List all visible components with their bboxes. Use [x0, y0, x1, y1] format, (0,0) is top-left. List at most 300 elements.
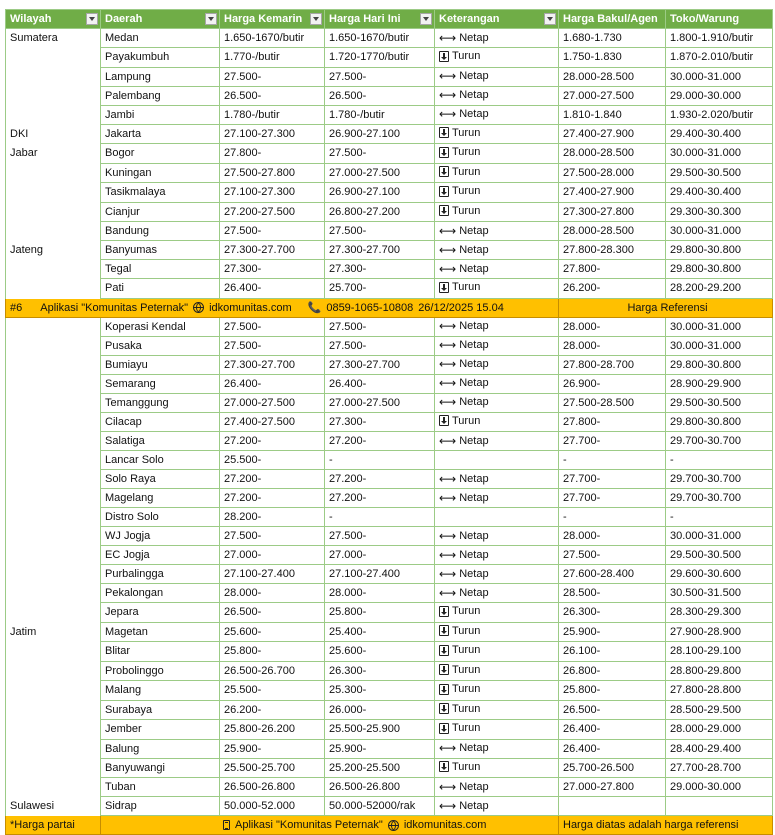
status-label: Turun: [452, 126, 481, 139]
status-label: Turun: [452, 722, 481, 734]
table-row: [6, 124, 773, 144]
left-right-arrow-icon: ⟷: [439, 471, 457, 486]
table-row: [6, 29, 773, 48]
left-right-arrow-icon: ⟷: [439, 585, 457, 600]
price-shop-cell: 29.800-30.800: [666, 241, 773, 260]
price-agent-cell: 27.000-27.800: [559, 778, 666, 797]
price-yesterday-cell: 27.200-: [220, 432, 325, 451]
region-cell: [6, 48, 101, 68]
left-right-arrow-icon: ⟷: [439, 528, 457, 543]
price-agent-cell: 27.800-: [559, 260, 666, 279]
filter-dropdown-icon[interactable]: [205, 13, 217, 25]
filter-dropdown-icon[interactable]: [420, 13, 432, 25]
price-yesterday-cell: 26.500-: [220, 603, 325, 623]
price-agent-cell: 27.500-: [559, 546, 666, 565]
region-cell: Jateng: [6, 241, 101, 260]
status-cell: [435, 584, 559, 603]
filter-dropdown-icon[interactable]: [86, 13, 98, 25]
price-agent-cell: 26.300-: [559, 603, 666, 623]
price-shop-cell: -: [666, 451, 773, 470]
price-yesterday-cell: 25.800-26.200: [220, 720, 325, 740]
area-cell: Lancar Solo: [101, 451, 220, 470]
price-today-cell: 27.000-27.500: [325, 163, 435, 183]
price-shop-cell: 29.800-30.800: [666, 355, 773, 374]
down-arrow-box-icon: [439, 723, 449, 734]
area-cell: Malang: [101, 681, 220, 701]
area-cell: Blitar: [101, 642, 220, 662]
table-row: [6, 432, 773, 451]
down-arrow-box-icon: [439, 205, 449, 216]
price-shop-cell: [666, 797, 773, 816]
status-label: Netap: [459, 108, 489, 120]
status-label: Turun: [452, 644, 481, 656]
table-row: [6, 374, 773, 393]
status-cell: [435, 432, 559, 451]
price-yesterday-cell: 26.200-: [220, 700, 325, 720]
region-cell: [6, 546, 101, 565]
price-today-cell: 27.200-: [325, 432, 435, 451]
price-yesterday-cell: 1.650-1670/butir: [220, 29, 325, 48]
footer-website[interactable]: idkomunitas.com: [403, 819, 487, 831]
price-table-container: [5, 9, 772, 835]
price-today-cell: 27.300-27.700: [325, 241, 435, 260]
price-shop-cell: 29.500-30.500: [666, 393, 773, 412]
status-label: Netap: [459, 89, 489, 101]
price-yesterday-cell: 27.300-27.700: [220, 241, 325, 260]
price-yesterday-cell: 25.900-: [220, 739, 325, 758]
status-label: Netap: [459, 799, 489, 812]
price-today-cell: 26.800-27.200: [325, 202, 435, 222]
status-cell: [435, 700, 559, 720]
table-row: [6, 48, 773, 68]
region-cell: Sumatera: [6, 29, 101, 48]
status-label: Turun: [452, 281, 481, 293]
down-arrow-box-icon: [439, 645, 449, 656]
banner-website[interactable]: idkomunitas.com: [209, 301, 292, 314]
status-cell: [435, 661, 559, 681]
header-row: [6, 10, 773, 29]
price-shop-cell: 30.000-31.000: [666, 317, 773, 336]
region-cell: [6, 720, 101, 740]
price-today-cell: 27.500-: [325, 67, 435, 86]
price-shop-cell: 1.800-1.910/butir: [666, 29, 773, 48]
price-shop-cell: 30.000-31.000: [666, 336, 773, 355]
table-row: [6, 546, 773, 565]
status-label: Turun: [452, 702, 481, 715]
status-cell: [435, 67, 559, 86]
region-cell: [6, 279, 101, 299]
area-cell: Jakarta: [101, 124, 220, 144]
table-row: [6, 67, 773, 86]
table-row: [6, 105, 773, 124]
price-yesterday-cell: 27.200-: [220, 489, 325, 508]
status-cell: [435, 29, 559, 48]
left-right-arrow-icon: ⟷: [439, 242, 457, 257]
area-cell: Medan: [101, 29, 220, 48]
price-shop-cell: 29.700-30.700: [666, 489, 773, 508]
price-shop-cell: 30.500-31.500: [666, 584, 773, 603]
price-agent-cell: 27.000-27.500: [559, 86, 666, 105]
status-cell: [435, 124, 559, 144]
area-cell: Bogor: [101, 144, 220, 164]
price-shop-cell: 29.500-30.500: [666, 546, 773, 565]
table-row: [6, 86, 773, 105]
filter-dropdown-icon[interactable]: [310, 13, 322, 25]
price-yesterday-cell: 25.800-: [220, 642, 325, 662]
price-agent-cell: 27.400-27.900: [559, 183, 666, 203]
filter-dropdown-icon[interactable]: [544, 13, 556, 25]
price-yesterday-cell: 27.000-27.500: [220, 393, 325, 412]
price-today-cell: 50.000-52000/rak: [325, 797, 435, 816]
down-arrow-box-icon: [439, 415, 449, 426]
region-cell: [6, 412, 101, 432]
status-cell: [435, 202, 559, 222]
area-cell: Semarang: [101, 374, 220, 393]
status-cell: [435, 681, 559, 701]
area-cell: Solo Raya: [101, 470, 220, 489]
price-agent-cell: 28.000-28.500: [559, 222, 666, 241]
down-arrow-box-icon: [439, 684, 449, 695]
price-yesterday-cell: 26.400-: [220, 374, 325, 393]
price-shop-cell: 30.000-31.000: [666, 222, 773, 241]
price-agent-cell: 28.500-: [559, 584, 666, 603]
column-header-keterangan[interactable]: Keterangan: [435, 10, 559, 29]
price-yesterday-cell: 27.100-27.400: [220, 565, 325, 584]
area-cell: Jambi: [101, 105, 220, 124]
area-cell: Magelang: [101, 489, 220, 508]
left-right-arrow-icon: ⟷: [439, 798, 457, 813]
price-agent-cell: 28.000-: [559, 336, 666, 355]
table-row: [6, 470, 773, 489]
price-shop-cell: -: [666, 508, 773, 527]
region-cell: [6, 661, 101, 681]
price-today-cell: 27.200-: [325, 489, 435, 508]
globe-icon: [193, 302, 204, 313]
region-cell: [6, 317, 101, 336]
price-shop-cell: 28.100-29.100: [666, 642, 773, 662]
table-row: [6, 412, 773, 432]
status-cell: [435, 86, 559, 105]
price-today-cell: 26.500-26.800: [325, 778, 435, 797]
area-cell: Pusaka: [101, 336, 220, 355]
left-right-arrow-icon: ⟷: [439, 30, 457, 45]
price-yesterday-cell: 26.500-: [220, 86, 325, 105]
price-today-cell: 27.000-27.500: [325, 393, 435, 412]
price-yesterday-cell: 28.000-: [220, 584, 325, 603]
status-label: Netap: [459, 567, 489, 580]
banner-info: [6, 298, 559, 317]
price-today-cell: 27.500-: [325, 222, 435, 241]
price-yesterday-cell: 1.770-/butir: [220, 48, 325, 68]
table-row: [6, 622, 773, 642]
area-cell: Jepara: [101, 603, 220, 623]
status-label: Turun: [452, 605, 481, 617]
price-yesterday-cell: 26.500-26.700: [220, 661, 325, 681]
area-cell: Temanggung: [101, 393, 220, 412]
status-cell: [435, 48, 559, 68]
price-agent-cell: -: [559, 451, 666, 470]
down-arrow-box-icon: [439, 625, 449, 636]
price-yesterday-cell: 50.000-52.000: [220, 797, 325, 816]
table-row: [6, 584, 773, 603]
price-agent-cell: 27.700-: [559, 432, 666, 451]
price-shop-cell: 28.300-29.300: [666, 603, 773, 623]
price-agent-cell: 26.200-: [559, 279, 666, 299]
price-yesterday-cell: 25.500-: [220, 451, 325, 470]
left-right-arrow-icon: ⟷: [439, 490, 457, 505]
area-cell: Distro Solo: [101, 508, 220, 527]
area-cell: Cilacap: [101, 412, 220, 432]
price-agent-cell: 26.400-: [559, 720, 666, 740]
down-arrow-box-icon: [439, 282, 449, 293]
price-today-cell: 25.700-: [325, 279, 435, 299]
status-label: Netap: [459, 70, 489, 82]
status-cell: [435, 393, 559, 412]
status-cell: [435, 183, 559, 203]
status-label: Netap: [459, 548, 489, 561]
table-row: [6, 451, 773, 470]
region-cell: Sulawesi: [6, 797, 101, 816]
area-cell: Banyuwangi: [101, 758, 220, 778]
price-yesterday-cell: 28.200-: [220, 508, 325, 527]
region-cell: Jabar: [6, 144, 101, 164]
price-shop-cell: 29.700-30.700: [666, 432, 773, 451]
price-today-cell: 26.900-27.100: [325, 124, 435, 144]
mobile-app-icon: [223, 820, 230, 830]
column-header-wilayah[interactable]: Wilayah: [6, 10, 101, 29]
price-agent-cell: 28.000-28.500: [559, 144, 666, 164]
price-agent-cell: 27.600-28.400: [559, 565, 666, 584]
area-cell: Bumiayu: [101, 355, 220, 374]
status-label: Netap: [459, 224, 489, 237]
status-label: Netap: [459, 31, 489, 44]
price-agent-cell: 28.000-: [559, 527, 666, 546]
status-label: Netap: [459, 377, 489, 389]
price-today-cell: 27.300-: [325, 412, 435, 432]
region-cell: [6, 67, 101, 86]
price-shop-cell: 27.700-28.700: [666, 758, 773, 778]
price-shop-cell: 27.800-28.800: [666, 681, 773, 701]
region-cell: [6, 86, 101, 105]
price-today-cell: 27.300-: [325, 260, 435, 279]
column-header-harga-hari-ini[interactable]: Harga Hari Ini: [325, 10, 435, 29]
price-shop-cell: 30.000-31.000: [666, 67, 773, 86]
status-label: Netap: [459, 491, 489, 504]
table-row: [6, 681, 773, 701]
table-row: [6, 393, 773, 412]
price-today-cell: 26.400-: [325, 374, 435, 393]
region-cell: [6, 202, 101, 222]
status-cell: [435, 412, 559, 432]
status-cell: [435, 336, 559, 355]
area-cell: Palembang: [101, 86, 220, 105]
banner-reference-label: Harga Referensi: [559, 298, 773, 317]
price-yesterday-cell: 25.500-: [220, 681, 325, 701]
price-agent-cell: 26.900-: [559, 374, 666, 393]
status-cell: [435, 797, 559, 816]
price-agent-cell: 27.500-28.000: [559, 163, 666, 183]
price-shop-cell: 30.000-31.000: [666, 144, 773, 164]
price-agent-cell: 28.000-: [559, 317, 666, 336]
status-label: Netap: [459, 262, 489, 275]
price-shop-cell: 29.400-30.400: [666, 124, 773, 144]
price-yesterday-cell: 25.600-: [220, 622, 325, 642]
footer-reference-note: Harga diatas adalah harga referensi: [559, 816, 773, 835]
region-cell: [6, 393, 101, 412]
left-right-arrow-icon: ⟷: [439, 566, 457, 581]
down-arrow-box-icon: [439, 761, 449, 772]
price-shop-cell: 29.500-30.500: [666, 163, 773, 183]
price-agent-cell: 1.680-1.730: [559, 29, 666, 48]
table-row: [6, 778, 773, 797]
status-label: Netap: [459, 396, 489, 408]
region-cell: [6, 163, 101, 183]
price-agent-cell: 26.400-: [559, 739, 666, 758]
table-row: [6, 144, 773, 164]
price-today-cell: 27.000-: [325, 546, 435, 565]
price-today-cell: 28.000-: [325, 584, 435, 603]
price-shop-cell: 28.400-29.400: [666, 739, 773, 758]
price-agent-cell: 25.800-: [559, 681, 666, 701]
banner-row: [6, 298, 773, 317]
price-agent-cell: 1.810-1.840: [559, 105, 666, 124]
table-row: [6, 603, 773, 623]
price-shop-cell: 29.000-30.000: [666, 86, 773, 105]
region-cell: [6, 758, 101, 778]
area-cell: Probolinggo: [101, 661, 220, 681]
price-shop-cell: 29.800-30.800: [666, 260, 773, 279]
area-cell: Jember: [101, 720, 220, 740]
price-yesterday-cell: 1.780-/butir: [220, 105, 325, 124]
price-today-cell: 27.500-: [325, 336, 435, 355]
price-yesterday-cell: 27.200-: [220, 470, 325, 489]
price-today-cell: 25.400-: [325, 622, 435, 642]
table-row: [6, 163, 773, 183]
down-arrow-box-icon: [439, 147, 449, 158]
price-shop-cell: 28.500-29.500: [666, 700, 773, 720]
left-right-arrow-icon: ⟷: [439, 376, 457, 390]
table-row: [6, 565, 773, 584]
down-arrow-box-icon: [439, 186, 449, 197]
price-agent-cell: 26.500-: [559, 700, 666, 720]
price-yesterday-cell: 27.100-27.300: [220, 183, 325, 203]
status-cell: [435, 622, 559, 642]
table-row: [6, 183, 773, 203]
table-row: [6, 661, 773, 681]
left-right-arrow-icon: ⟷: [439, 107, 457, 121]
price-shop-cell: 28.200-29.200: [666, 279, 773, 299]
table-row: [6, 508, 773, 527]
price-shop-cell: 28.800-29.800: [666, 661, 773, 681]
status-cell: [435, 260, 559, 279]
status-cell: [435, 565, 559, 584]
status-cell: [435, 778, 559, 797]
price-shop-cell: 29.700-30.700: [666, 470, 773, 489]
area-cell: Banyumas: [101, 241, 220, 260]
area-cell: Salatiga: [101, 432, 220, 451]
price-shop-cell: 29.400-30.400: [666, 183, 773, 203]
price-agent-cell: -: [559, 508, 666, 527]
price-agent-cell: 27.700-: [559, 489, 666, 508]
footer-note: *Harga partai: [6, 816, 101, 835]
area-cell: Pati: [101, 279, 220, 299]
table-row: [6, 355, 773, 374]
price-shop-cell: 27.900-28.900: [666, 622, 773, 642]
price-agent-cell: 27.500-28.500: [559, 393, 666, 412]
table-row: [6, 489, 773, 508]
price-yesterday-cell: 27.300-: [220, 260, 325, 279]
price-yesterday-cell: 26.500-26.800: [220, 778, 325, 797]
status-cell: [435, 163, 559, 183]
price-today-cell: 27.500-: [325, 144, 435, 164]
price-shop-cell: 29.600-30.600: [666, 565, 773, 584]
price-yesterday-cell: 27.500-: [220, 527, 325, 546]
price-shop-cell: 30.000-31.000: [666, 527, 773, 546]
region-cell: DKI: [6, 124, 101, 144]
price-yesterday-cell: 27.300-27.700: [220, 355, 325, 374]
price-today-cell: 27.500-: [325, 527, 435, 546]
price-today-cell: 1.780-/butir: [325, 105, 435, 124]
price-today-cell: 25.500-25.900: [325, 720, 435, 740]
price-yesterday-cell: 25.500-25.700: [220, 758, 325, 778]
status-cell: [435, 144, 559, 164]
status-label: Turun: [452, 185, 481, 197]
status-cell: [435, 642, 559, 662]
area-cell: Payakumbuh: [101, 48, 220, 68]
status-cell: [435, 739, 559, 758]
left-right-arrow-icon: ⟷: [439, 88, 457, 102]
down-arrow-box-icon: [439, 606, 449, 617]
banner-datetime: 26/12/2025 15.04: [418, 301, 504, 314]
region-cell: [6, 222, 101, 241]
price-shop-cell: 28.900-29.900: [666, 374, 773, 393]
column-header-daerah[interactable]: Daerah: [101, 10, 220, 29]
status-cell: [435, 758, 559, 778]
left-right-arrow-icon: ⟷: [439, 261, 457, 276]
down-arrow-box-icon: [439, 127, 449, 138]
banner-phone[interactable]: 0859-1065-10808: [326, 301, 414, 314]
footer-app-name: Aplikasi "Komunitas Peternak": [235, 819, 383, 831]
table-row: [6, 527, 773, 546]
region-cell: [6, 739, 101, 758]
left-right-arrow-icon: ⟷: [439, 357, 457, 371]
left-right-arrow-icon: ⟷: [439, 395, 457, 409]
table-row: [6, 260, 773, 279]
price-agent-cell: 28.000-28.500: [559, 67, 666, 86]
left-right-arrow-icon: ⟷: [439, 69, 457, 83]
price-agent-cell: 27.400-27.900: [559, 124, 666, 144]
price-agent-cell: 27.800-28.700: [559, 355, 666, 374]
status-cell: [435, 546, 559, 565]
status-cell: [435, 105, 559, 124]
left-right-arrow-icon: ⟷: [439, 338, 457, 352]
region-cell: [6, 527, 101, 546]
price-shop-cell: 28.000-29.000: [666, 720, 773, 740]
area-cell: EC Jogja: [101, 546, 220, 565]
status-cell: [435, 527, 559, 546]
footer-row: [6, 816, 773, 835]
column-header-harga-kemarin[interactable]: Harga Kemarin: [220, 10, 325, 29]
status-cell: [435, 720, 559, 740]
region-cell: [6, 105, 101, 124]
price-today-cell: 25.300-: [325, 681, 435, 701]
region-cell: [6, 355, 101, 374]
down-arrow-box-icon: [439, 664, 449, 675]
price-yesterday-cell: 27.500-: [220, 317, 325, 336]
status-cell: [435, 355, 559, 374]
down-arrow-box-icon: [439, 51, 449, 62]
price-yesterday-cell: 27.200-27.500: [220, 202, 325, 222]
